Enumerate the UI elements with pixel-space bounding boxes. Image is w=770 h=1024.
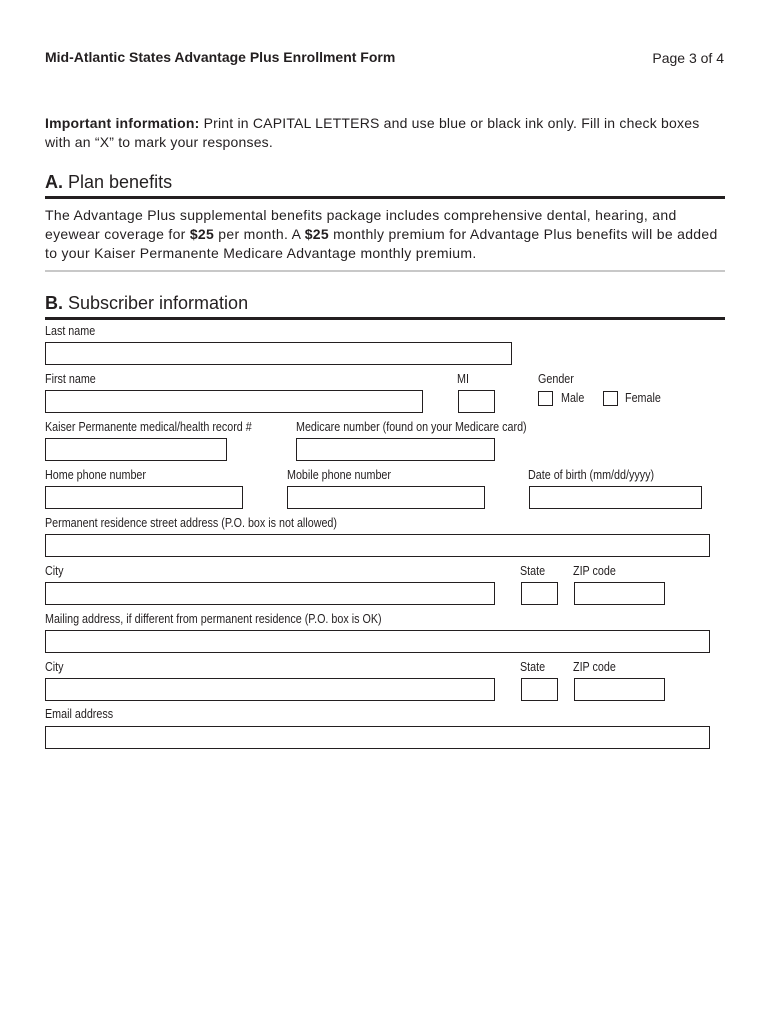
mobile-phone-label: Mobile phone number	[287, 468, 391, 482]
section-a-letter: A.	[45, 172, 63, 192]
important-text: Print in CAPITAL LETTERS and use blue or black ink only. Fill in check boxes with an “X” to mark your responses.	[45, 115, 700, 150]
female-checkbox[interactable]	[603, 391, 618, 406]
medicare-number-label: Medicare number (found on your Medicare card)	[296, 420, 527, 434]
mailing-city-label: City	[45, 660, 64, 674]
plan-text-2: per month. A	[214, 226, 305, 242]
record-number-field[interactable]	[45, 438, 227, 461]
section-b-title: Subscriber information	[63, 293, 249, 313]
city-field[interactable]	[45, 582, 495, 605]
mi-label: MI	[457, 372, 469, 386]
important-label: Important information:	[45, 115, 200, 131]
mi-field[interactable]	[458, 390, 495, 413]
medicare-number-field[interactable]	[296, 438, 495, 461]
last-name-label: Last name	[45, 324, 96, 338]
mailing-state-field[interactable]	[521, 678, 558, 701]
mailing-address-label: Mailing address, if different from permanent residence (P.O. box is OK)	[45, 612, 382, 626]
male-checkbox[interactable]	[538, 391, 553, 406]
section-b-letter: B.	[45, 293, 63, 313]
section-b-heading	[45, 293, 248, 314]
section-a-rule	[45, 196, 725, 199]
section-a-bottom-rule	[45, 270, 725, 272]
last-name-field[interactable]	[45, 342, 512, 365]
section-a-heading	[45, 172, 172, 193]
form-title: Mid-Atlantic States Advantage Plus Enrollment Form	[45, 49, 396, 65]
mailing-city-field[interactable]	[45, 678, 495, 701]
price-2: $25	[304, 226, 329, 242]
record-number-label: Kaiser Permanente medical/health record #	[45, 420, 252, 434]
dob-field[interactable]	[529, 486, 702, 509]
dob-label: Date of birth (mm/dd/yyyy)	[528, 468, 655, 482]
email-field[interactable]	[45, 726, 710, 749]
email-label: Email address	[45, 707, 114, 721]
state-label: State	[520, 564, 546, 578]
page-number: Page 3 of 4	[652, 50, 724, 66]
zip-label: ZIP code	[573, 564, 616, 578]
city-label: City	[45, 564, 64, 578]
mailing-state-label: State	[520, 660, 546, 674]
mailing-zip-label: ZIP code	[573, 660, 616, 674]
section-a-title: Plan benefits	[63, 172, 173, 192]
plan-text-1: The Advantage Plus supplemental benefits package includes comprehensive dental, hearing, and eyewear coverage for	[45, 207, 677, 242]
price-1: $25	[189, 226, 215, 242]
street-address-field[interactable]	[45, 534, 710, 557]
female-label: Female	[625, 391, 661, 405]
plan-benefits-text	[45, 206, 725, 263]
state-field[interactable]	[521, 582, 558, 605]
home-phone-label: Home phone number	[45, 468, 146, 482]
mailing-zip-field[interactable]	[574, 678, 665, 701]
street-address-label: Permanent residence street address (P.O. box is not allowed)	[45, 516, 337, 530]
zip-field[interactable]	[574, 582, 665, 605]
mailing-address-field[interactable]	[45, 630, 710, 653]
gender-label: Gender	[538, 372, 574, 386]
home-phone-field[interactable]	[45, 486, 243, 509]
section-b-rule	[45, 317, 725, 320]
first-name-label: First name	[45, 372, 96, 386]
important-information	[45, 114, 725, 152]
mobile-phone-field[interactable]	[287, 486, 485, 509]
plan-text-3: monthly premium for Advantage Plus benefits will be added to your Kaiser Permanente Medicare Advantage monthly premium.	[45, 226, 718, 261]
first-name-field[interactable]	[45, 390, 423, 413]
male-label: Male	[561, 391, 585, 405]
